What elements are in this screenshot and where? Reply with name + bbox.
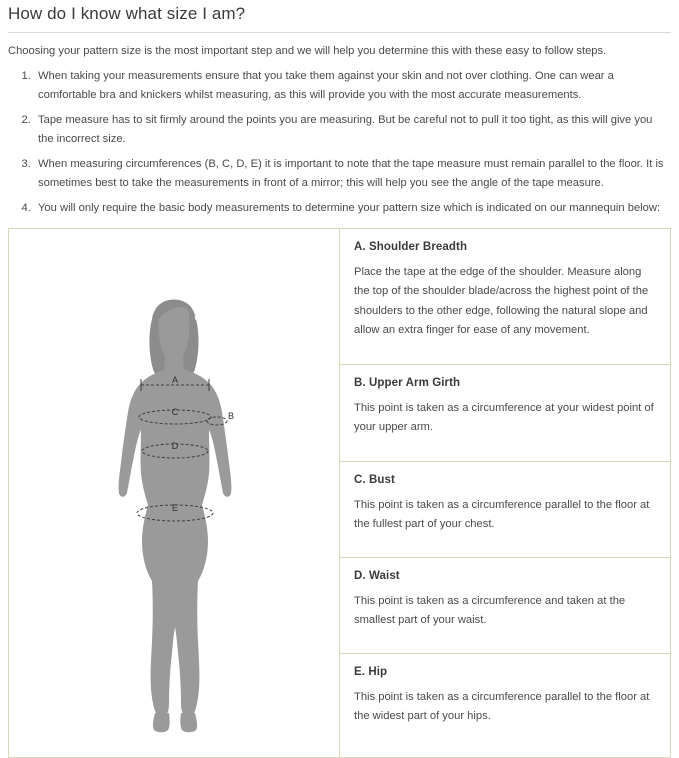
definition-title: D. Waist (354, 569, 400, 582)
intro-paragraph: Choosing your pattern size is the most important step and we will help you determine this with these easy to follow steps. (8, 45, 607, 57)
steps-list (8, 67, 671, 217)
figure-label-e: E (171, 502, 179, 513)
definition-row-c (340, 462, 670, 558)
definition-row-d (340, 558, 670, 654)
definition-title: E. Hip (354, 665, 388, 678)
page-title: How do I know what size I am? (8, 4, 671, 33)
list-item: 1. When taking your measurements ensure that you take them against your skin and not over clothing. One can wear a comfortable bra and knickers whilst measuring, as this will provide you with the most accurate measurements. (34, 67, 671, 104)
definition-title: C. Bust (354, 473, 395, 486)
definition-text: This point is taken as a circumference parallel to the floor at the fullest part of your chest. (354, 498, 650, 531)
definition-text: This point is taken as a circumference at your widest point of your upper arm. (354, 401, 654, 434)
definition-text: Place the tape at the edge of the shoulder. Measure along the top of the shoulder blade/across the highest point of the shoulders to the other edge, following the natural slope and allow an extra finger for ease of any movement. (354, 265, 649, 337)
list-item: 3. When measuring circumferences (B, C, D, E) it is important to note that the tape measure must remain parallel to the floor. It is sometimes best to take the measurements in front of a mirror; this will help you see the angle of the tape measure. (34, 155, 671, 192)
mannequin-diagram (49, 269, 299, 739)
figure-label-c: C (171, 406, 179, 417)
definition-row-a (340, 229, 670, 365)
definitions-column (340, 229, 670, 757)
figure-label-a: A (171, 374, 179, 385)
measurement-table (8, 228, 671, 758)
mannequin-figure-cell (9, 229, 340, 757)
list-item: 4. You will only require the basic body measurements to determine your pattern size which is indicated on our mannequin below: (34, 199, 671, 217)
definition-text: This point is taken as a circumference and taken at the smallest part of your waist. (354, 594, 626, 627)
figure-label-d: D (171, 440, 179, 451)
definition-title: A. Shoulder Breadth (354, 240, 468, 253)
definition-title: B. Upper Arm Girth (354, 376, 461, 389)
list-item: 2. Tape measure has to sit firmly around the points you are measuring. But be careful not to pull it too tight, as this will give you the incorrect size. (34, 111, 671, 148)
size-guide-page (0, 4, 679, 734)
definition-row-e (340, 654, 670, 757)
definition-text: This point is taken as a circumference parallel to the floor at the widest part of your hips. (354, 690, 650, 723)
figure-label-b: B (227, 410, 235, 421)
definition-row-b (340, 365, 670, 462)
